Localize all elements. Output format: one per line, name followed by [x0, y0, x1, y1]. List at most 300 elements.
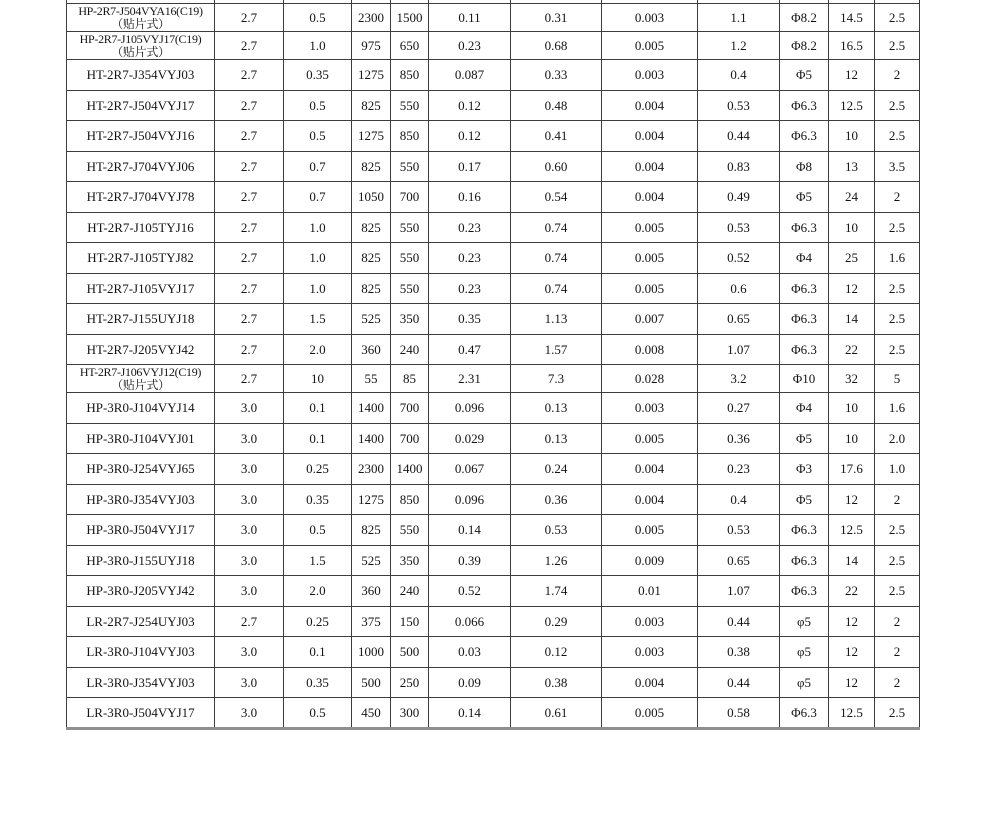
cell-model: [67, 423, 215, 454]
cell-model: [67, 4, 215, 32]
model-line: HP-3R0-J504VYJ17: [86, 522, 195, 538]
cell-value: 700: [391, 393, 429, 424]
cell-value: 0.005: [602, 515, 698, 546]
table-row: [67, 243, 920, 274]
cell-value: 0.53: [511, 515, 602, 546]
cell-value: 0.38: [698, 637, 780, 668]
model-line: LR-3R0-J504VYJ17: [86, 704, 195, 720]
cell-value: 2.5: [875, 4, 920, 32]
cell-value: 0.004: [602, 90, 698, 121]
cell-value: 0.096: [429, 393, 511, 424]
cell-value: Φ6.3: [780, 515, 829, 546]
table-row: [67, 667, 920, 698]
cell-value: 0.005: [602, 243, 698, 274]
cell-value: 0.004: [602, 121, 698, 152]
cell-value: 12: [829, 484, 875, 515]
cell-value: Φ6.3: [780, 212, 829, 243]
cell-model: [67, 606, 215, 637]
cell-value: 2.7: [215, 32, 284, 60]
cell-value: 0.5: [284, 698, 352, 729]
cell-value: 0.25: [284, 606, 352, 637]
cell-value: 0.23: [429, 212, 511, 243]
cell-value: 2.5: [875, 515, 920, 546]
cell-value: 0.003: [602, 606, 698, 637]
cell-value: 12: [829, 273, 875, 304]
cell-value: 2: [875, 484, 920, 515]
table-row: [67, 60, 920, 91]
cell-value: 1.1: [698, 4, 780, 32]
cell-value: 0.33: [511, 60, 602, 91]
cell-value: 0.7: [284, 182, 352, 213]
table-row: [67, 423, 920, 454]
cell-value: Φ8.2: [780, 4, 829, 32]
cell-value: 2.0: [284, 334, 352, 365]
cell-value: 0.13: [511, 423, 602, 454]
cell-value: 2.7: [215, 212, 284, 243]
table-row: [67, 212, 920, 243]
cell-value: 14: [829, 545, 875, 576]
cell-value: 0.65: [698, 545, 780, 576]
cell-value: 550: [391, 515, 429, 546]
table-row: [67, 182, 920, 213]
cell-value: 0.12: [429, 90, 511, 121]
cell-value: 360: [352, 334, 391, 365]
cell-value: 0.1: [284, 637, 352, 668]
cell-model: [67, 515, 215, 546]
model-line: HP-2R7-J105VYJ17(C19): [79, 32, 202, 46]
table-row: [67, 484, 920, 515]
model-line: HP-3R0-J155UYJ18: [86, 552, 195, 568]
cell-value: 2.7: [215, 90, 284, 121]
cell-value: 3.5: [875, 151, 920, 182]
cell-value: 1000: [352, 637, 391, 668]
cell-value: 0.029: [429, 423, 511, 454]
cell-value: Φ8: [780, 151, 829, 182]
cell-value: 12: [829, 60, 875, 91]
cell-value: 1.13: [511, 304, 602, 335]
cell-value: 12: [829, 606, 875, 637]
cell-value: 22: [829, 334, 875, 365]
cell-value: Φ6.3: [780, 121, 829, 152]
cell-value: 0.087: [429, 60, 511, 91]
cell-value: 1050: [352, 182, 391, 213]
cell-value: 0.6: [698, 273, 780, 304]
cell-value: 2: [875, 667, 920, 698]
cell-value: 0.68: [511, 32, 602, 60]
cell-value: 550: [391, 273, 429, 304]
cell-value: 975: [352, 32, 391, 60]
cell-value: 0.54: [511, 182, 602, 213]
cell-value: Φ10: [780, 365, 829, 393]
cell-value: 1.2: [698, 32, 780, 60]
cell-value: 2.7: [215, 365, 284, 393]
cell-value: 3.0: [215, 484, 284, 515]
cell-value: 0.7: [284, 151, 352, 182]
cell-value: 550: [391, 90, 429, 121]
cell-value: 2.5: [875, 545, 920, 576]
cell-value: 525: [352, 545, 391, 576]
cell-value: 2.7: [215, 60, 284, 91]
table-row: [67, 545, 920, 576]
cell-value: 3.0: [215, 454, 284, 485]
cell-value: 1275: [352, 484, 391, 515]
cell-value: 0.009: [602, 545, 698, 576]
spec-table-body: [67, 0, 920, 728]
cell-value: 0.1: [284, 423, 352, 454]
cell-value: 0.005: [602, 423, 698, 454]
cell-value: 0.12: [429, 121, 511, 152]
cell-value: 2.7: [215, 334, 284, 365]
model-line: HT-2R7-J155UYJ18: [86, 311, 195, 327]
cell-model: [67, 121, 215, 152]
cell-value: 650: [391, 32, 429, 60]
cell-value: 0.36: [511, 484, 602, 515]
cell-value: 0.35: [429, 304, 511, 335]
cell-value: 2.5: [875, 698, 920, 729]
cell-value: 0.60: [511, 151, 602, 182]
model-line: （贴片式）: [111, 377, 170, 392]
cell-value: 0.39: [429, 545, 511, 576]
cell-value: 2: [875, 182, 920, 213]
cell-value: 0.005: [602, 698, 698, 729]
cell-value: 1.0: [284, 243, 352, 274]
cell-value: 0.11: [429, 4, 511, 32]
cell-value: 0.65: [698, 304, 780, 335]
cell-value: 0.004: [602, 484, 698, 515]
cell-value: 0.5: [284, 90, 352, 121]
table-row: [67, 90, 920, 121]
cell-value: 0.09: [429, 667, 511, 698]
cell-value: 0.24: [511, 454, 602, 485]
cell-value: 0.52: [698, 243, 780, 274]
cell-value: 2.5: [875, 334, 920, 365]
cell-value: 150: [391, 606, 429, 637]
cell-value: 0.16: [429, 182, 511, 213]
cell-value: 240: [391, 334, 429, 365]
cell-value: 2300: [352, 454, 391, 485]
cell-value: 550: [391, 151, 429, 182]
cell-value: Φ8.2: [780, 32, 829, 60]
cell-value: 0.5: [284, 121, 352, 152]
cell-value: 2.0: [875, 423, 920, 454]
cell-value: 0.58: [698, 698, 780, 729]
cell-value: 550: [391, 212, 429, 243]
cell-value: 10: [829, 212, 875, 243]
cell-value: 0.74: [511, 212, 602, 243]
cell-value: 0.004: [602, 454, 698, 485]
model-line: HP-3R0-J104VYJ14: [86, 400, 195, 416]
cell-model: [67, 454, 215, 485]
cell-value: 1.5: [284, 545, 352, 576]
cell-value: 12: [829, 667, 875, 698]
cell-value: 12: [829, 637, 875, 668]
cell-value: 3.0: [215, 423, 284, 454]
cell-value: 0.44: [698, 667, 780, 698]
cell-value: 1.0: [284, 273, 352, 304]
model-line: HT-2R7-J704VYJ78: [86, 189, 195, 205]
cell-value: 0.44: [698, 121, 780, 152]
cell-value: 1400: [352, 423, 391, 454]
cell-value: 825: [352, 151, 391, 182]
cell-value: 0.5: [284, 515, 352, 546]
cell-value: 700: [391, 182, 429, 213]
cell-value: 0.74: [511, 243, 602, 274]
cell-value: 12.5: [829, 698, 875, 729]
model-line: LR-2R7-J254UYJ03: [86, 613, 195, 629]
cell-value: 1400: [391, 454, 429, 485]
table-row: [67, 4, 920, 32]
cell-value: 0.35: [284, 667, 352, 698]
cell-value: 2: [875, 60, 920, 91]
cell-value: 825: [352, 243, 391, 274]
cell-value: 1.6: [875, 243, 920, 274]
cell-value: 2.5: [875, 32, 920, 60]
cell-value: 0.005: [602, 32, 698, 60]
model-line: （贴片式）: [111, 16, 170, 31]
cell-value: 1.07: [698, 576, 780, 607]
cell-value: 2.5: [875, 273, 920, 304]
cell-model: [67, 212, 215, 243]
cell-value: 12.5: [829, 90, 875, 121]
cell-model: [67, 667, 215, 698]
cell-value: 2300: [352, 4, 391, 32]
model-line: HP-3R0-J254VYJ65: [86, 461, 195, 477]
cell-value: 0.005: [602, 273, 698, 304]
cell-value: 14: [829, 304, 875, 335]
cell-value: 1500: [391, 4, 429, 32]
cell-value: 3.0: [215, 515, 284, 546]
cell-value: 1275: [352, 121, 391, 152]
cell-value: 0.35: [284, 484, 352, 515]
cell-value: 0.096: [429, 484, 511, 515]
cell-value: 0.23: [429, 273, 511, 304]
table-row: [67, 454, 920, 485]
model-line: LR-3R0-J354VYJ03: [86, 674, 195, 690]
cell-value: 17.6: [829, 454, 875, 485]
model-line: （贴片式）: [111, 44, 170, 59]
cell-value: 0.44: [698, 606, 780, 637]
model-line: HT-2R7-J504VYJ16: [86, 128, 195, 144]
cell-value: 850: [391, 60, 429, 91]
cell-value: 450: [352, 698, 391, 729]
cell-value: Φ4: [780, 243, 829, 274]
cell-model: [67, 151, 215, 182]
cell-value: 1.6: [875, 393, 920, 424]
cell-value: 1275: [352, 60, 391, 91]
cell-model: [67, 304, 215, 335]
cell-value: 1.74: [511, 576, 602, 607]
cell-value: 825: [352, 90, 391, 121]
model-line: HT-2R7-J504VYJ17: [86, 97, 195, 113]
cell-value: 0.01: [602, 576, 698, 607]
cell-value: Φ6.3: [780, 545, 829, 576]
cell-value: 0.4: [698, 484, 780, 515]
cell-value: 85: [391, 365, 429, 393]
cell-value: 0.003: [602, 60, 698, 91]
cell-value: 2.31: [429, 365, 511, 393]
cell-value: φ5: [780, 667, 829, 698]
table-row: [67, 576, 920, 607]
cell-value: Φ6.3: [780, 576, 829, 607]
cell-value: 250: [391, 667, 429, 698]
cell-value: 0.1: [284, 393, 352, 424]
cell-value: 825: [352, 273, 391, 304]
cell-value: 2.7: [215, 606, 284, 637]
cell-value: 2.7: [215, 4, 284, 32]
cell-value: Φ5: [780, 484, 829, 515]
cell-value: 0.4: [698, 60, 780, 91]
table-row: [67, 365, 920, 393]
cell-value: 0.007: [602, 304, 698, 335]
cell-value: 0.03: [429, 637, 511, 668]
cell-value: 1.5: [284, 304, 352, 335]
cell-model: [67, 545, 215, 576]
cell-value: 3.2: [698, 365, 780, 393]
cell-value: Φ6.3: [780, 698, 829, 729]
cell-value: 0.53: [698, 212, 780, 243]
cell-value: 360: [352, 576, 391, 607]
model-line: HT-2R7-J704VYJ06: [86, 158, 195, 174]
model-line: HT-2R7-J106VYJ12(C19): [79, 365, 202, 379]
model-line: HP-3R0-J104VYJ01: [86, 430, 195, 446]
cell-value: 3.0: [215, 637, 284, 668]
spec-table: [66, 0, 920, 730]
cell-value: 850: [391, 484, 429, 515]
cell-value: 2.7: [215, 121, 284, 152]
cell-value: 850: [391, 121, 429, 152]
cell-value: 3.0: [215, 667, 284, 698]
cell-value: 0.028: [602, 365, 698, 393]
cell-value: 0.004: [602, 667, 698, 698]
cell-value: 0.23: [698, 454, 780, 485]
cell-value: 22: [829, 576, 875, 607]
cell-model: [67, 393, 215, 424]
cell-value: 14.5: [829, 4, 875, 32]
table-row: [67, 606, 920, 637]
cell-value: Φ5: [780, 423, 829, 454]
cell-value: φ5: [780, 637, 829, 668]
cell-value: 0.74: [511, 273, 602, 304]
cell-value: 0.41: [511, 121, 602, 152]
model-line: HP-3R0-J354VYJ03: [86, 491, 195, 507]
cell-value: 3.0: [215, 698, 284, 729]
cell-value: 0.53: [698, 90, 780, 121]
cell-value: 13: [829, 151, 875, 182]
cell-value: 0.12: [511, 637, 602, 668]
cell-value: Φ6.3: [780, 90, 829, 121]
cell-value: 375: [352, 606, 391, 637]
cell-model: [67, 32, 215, 60]
cell-value: 2.5: [875, 90, 920, 121]
cell-value: 550: [391, 243, 429, 274]
cell-value: 350: [391, 304, 429, 335]
cell-value: Φ5: [780, 60, 829, 91]
table-row: [67, 637, 920, 668]
cell-value: 2.5: [875, 576, 920, 607]
cell-value: 0.48: [511, 90, 602, 121]
cell-value: 0.38: [511, 667, 602, 698]
cell-value: 1.26: [511, 545, 602, 576]
cell-value: 0.003: [602, 393, 698, 424]
cell-value: 350: [391, 545, 429, 576]
cell-value: 32: [829, 365, 875, 393]
cell-value: 2.5: [875, 304, 920, 335]
cell-value: Φ6.3: [780, 273, 829, 304]
cell-value: 2.7: [215, 304, 284, 335]
cell-value: 2.7: [215, 273, 284, 304]
cell-value: 2: [875, 637, 920, 668]
cell-value: Φ3: [780, 454, 829, 485]
cell-model: [67, 334, 215, 365]
cell-value: 2.7: [215, 243, 284, 274]
cell-value: Φ6.3: [780, 304, 829, 335]
cell-value: 3.0: [215, 576, 284, 607]
cell-value: 10: [829, 393, 875, 424]
cell-value: 1.0: [284, 32, 352, 60]
cell-model: [67, 576, 215, 607]
cell-model: [67, 637, 215, 668]
cell-value: 0.13: [511, 393, 602, 424]
cell-value: 2: [875, 606, 920, 637]
cell-value: 825: [352, 212, 391, 243]
cell-value: 0.067: [429, 454, 511, 485]
cell-value: 0.066: [429, 606, 511, 637]
cell-value: 0.61: [511, 698, 602, 729]
cell-value: 1.07: [698, 334, 780, 365]
cell-value: 300: [391, 698, 429, 729]
cell-value: 2.5: [875, 212, 920, 243]
cell-value: 7.3: [511, 365, 602, 393]
cell-value: 0.47: [429, 334, 511, 365]
cell-value: 10: [829, 121, 875, 152]
cell-value: 700: [391, 423, 429, 454]
cell-value: 3.0: [215, 393, 284, 424]
model-line: HP-3R0-J205VYJ42: [86, 583, 195, 599]
cell-value: 0.35: [284, 60, 352, 91]
cell-value: Φ5: [780, 182, 829, 213]
cell-value: 0.14: [429, 698, 511, 729]
cell-value: 0.008: [602, 334, 698, 365]
model-line: HP-2R7-J504VYA16(C19): [78, 4, 203, 18]
cell-value: 0.53: [698, 515, 780, 546]
cell-value: 0.005: [602, 212, 698, 243]
table-row: [67, 334, 920, 365]
cell-value: Φ4: [780, 393, 829, 424]
cell-value: 240: [391, 576, 429, 607]
table-row: [67, 273, 920, 304]
cell-value: 1.0: [875, 454, 920, 485]
cell-value: 0.23: [429, 243, 511, 274]
cell-model: [67, 243, 215, 274]
cell-value: 0.003: [602, 4, 698, 32]
cell-model: [67, 484, 215, 515]
cell-value: 5: [875, 365, 920, 393]
table-row: [67, 698, 920, 729]
cell-value: 0.36: [698, 423, 780, 454]
cell-value: 0.5: [284, 4, 352, 32]
cell-value: 2.7: [215, 151, 284, 182]
cell-value: 0.004: [602, 151, 698, 182]
cell-value: 0.003: [602, 637, 698, 668]
cell-value: 0.25: [284, 454, 352, 485]
table-row: [67, 151, 920, 182]
cell-value: 0.83: [698, 151, 780, 182]
cell-value: 0.004: [602, 182, 698, 213]
cell-model: [67, 273, 215, 304]
cell-value: 25: [829, 243, 875, 274]
cell-value: 1400: [352, 393, 391, 424]
cell-value: 24: [829, 182, 875, 213]
